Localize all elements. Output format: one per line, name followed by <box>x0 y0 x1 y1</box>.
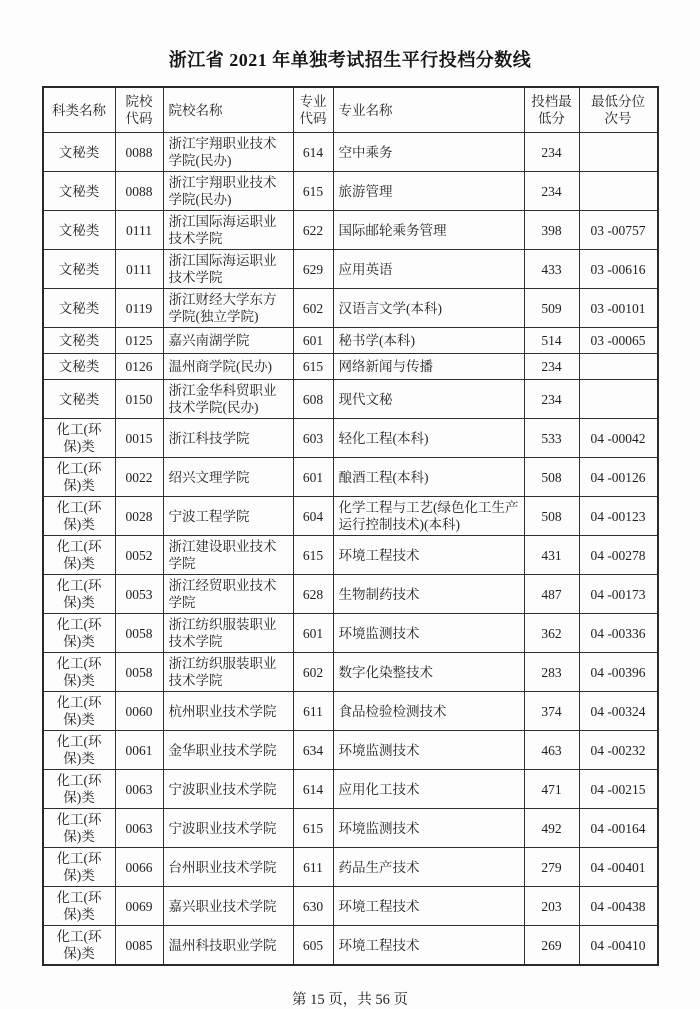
cell-min-score: 398 <box>524 211 579 250</box>
cell-rank <box>579 380 658 419</box>
cell-college-name: 嘉兴南湖学院 <box>163 328 293 354</box>
cell-major-code: 602 <box>293 653 333 692</box>
cell-category: 化工(环保)类 <box>43 926 116 966</box>
cell-college-code: 0063 <box>115 809 163 848</box>
table-row <box>43 133 658 172</box>
table-row <box>43 458 658 497</box>
cell-college-name: 宁波职业技术学院 <box>163 809 293 848</box>
cell-major-name: 酿酒工程(本科) <box>333 458 524 497</box>
cell-college-name: 台州职业技术学院 <box>163 848 293 887</box>
cell-major-name: 国际邮轮乘务管理 <box>333 211 524 250</box>
column-header-min-score: 投档最低分 <box>524 87 579 133</box>
cell-category: 文秘类 <box>43 211 116 250</box>
cell-major-code: 601 <box>293 328 333 354</box>
cell-min-score: 514 <box>524 328 579 354</box>
cell-college-name: 温州商学院(民办) <box>163 354 293 380</box>
scores-table <box>42 86 659 966</box>
cell-min-score: 234 <box>524 380 579 419</box>
cell-category: 文秘类 <box>43 250 116 289</box>
cell-major-name: 现代文秘 <box>333 380 524 419</box>
cell-college-name: 浙江宇翔职业技术学院(民办) <box>163 133 293 172</box>
cell-min-score: 283 <box>524 653 579 692</box>
cell-category: 化工(环保)类 <box>43 614 116 653</box>
cell-category: 化工(环保)类 <box>43 848 116 887</box>
cell-college-name: 温州科技职业学院 <box>163 926 293 966</box>
cell-category: 化工(环保)类 <box>43 458 116 497</box>
cell-rank: 04 -00126 <box>579 458 658 497</box>
table-row <box>43 328 658 354</box>
cell-min-score: 463 <box>524 731 579 770</box>
cell-major-code: 602 <box>293 289 333 328</box>
cell-college-name: 金华职业技术学院 <box>163 731 293 770</box>
cell-major-code: 628 <box>293 575 333 614</box>
cell-college-name: 宁波工程学院 <box>163 497 293 536</box>
cell-college-code: 0119 <box>115 289 163 328</box>
cell-min-score: 362 <box>524 614 579 653</box>
cell-college-code: 0111 <box>115 250 163 289</box>
cell-category: 化工(环保)类 <box>43 887 116 926</box>
cell-major-name: 旅游管理 <box>333 172 524 211</box>
column-header-major-code: 专业代码 <box>293 87 333 133</box>
table-row <box>43 380 658 419</box>
cell-rank: 03 -00616 <box>579 250 658 289</box>
cell-rank: 04 -00123 <box>579 497 658 536</box>
cell-min-score: 508 <box>524 497 579 536</box>
cell-college-code: 0015 <box>115 419 163 458</box>
cell-college-code: 0066 <box>115 848 163 887</box>
table-row <box>43 250 658 289</box>
cell-min-score: 234 <box>524 172 579 211</box>
cell-major-name: 应用化工技术 <box>333 770 524 809</box>
cell-category: 化工(环保)类 <box>43 536 116 575</box>
table-row <box>43 614 658 653</box>
cell-college-code: 0111 <box>115 211 163 250</box>
cell-min-score: 433 <box>524 250 579 289</box>
cell-major-name: 汉语言文学(本科) <box>333 289 524 328</box>
cell-category: 化工(环保)类 <box>43 731 116 770</box>
cell-college-name: 杭州职业技术学院 <box>163 692 293 731</box>
cell-min-score: 471 <box>524 770 579 809</box>
cell-category: 化工(环保)类 <box>43 692 116 731</box>
cell-college-code: 0060 <box>115 692 163 731</box>
table-row <box>43 731 658 770</box>
cell-major-name: 药品生产技术 <box>333 848 524 887</box>
table-row <box>43 770 658 809</box>
table-row <box>43 575 658 614</box>
cell-category: 文秘类 <box>43 328 116 354</box>
cell-category: 化工(环保)类 <box>43 809 116 848</box>
cell-college-name: 浙江金华科贸职业技术学院(民办) <box>163 380 293 419</box>
cell-category: 文秘类 <box>43 380 116 419</box>
cell-college-code: 0126 <box>115 354 163 380</box>
cell-rank: 04 -00396 <box>579 653 658 692</box>
cell-rank <box>579 133 658 172</box>
cell-major-code: 630 <box>293 887 333 926</box>
cell-min-score: 508 <box>524 458 579 497</box>
table-row <box>43 289 658 328</box>
cell-college-code: 0052 <box>115 536 163 575</box>
cell-major-name: 环境工程技术 <box>333 536 524 575</box>
cell-category: 化工(环保)类 <box>43 653 116 692</box>
cell-college-code: 0063 <box>115 770 163 809</box>
cell-rank: 04 -00173 <box>579 575 658 614</box>
table-row <box>43 848 658 887</box>
cell-major-code: 601 <box>293 458 333 497</box>
cell-rank: 03 -00101 <box>579 289 658 328</box>
cell-college-name: 浙江国际海运职业技术学院 <box>163 211 293 250</box>
cell-min-score: 374 <box>524 692 579 731</box>
cell-college-name: 宁波职业技术学院 <box>163 770 293 809</box>
cell-college-name: 浙江经贸职业技术学院 <box>163 575 293 614</box>
cell-major-name: 轻化工程(本科) <box>333 419 524 458</box>
cell-category: 文秘类 <box>43 354 116 380</box>
cell-rank: 03 -00065 <box>579 328 658 354</box>
table-row <box>43 497 658 536</box>
cell-major-code: 615 <box>293 354 333 380</box>
cell-college-name: 浙江纺织服装职业技术学院 <box>163 653 293 692</box>
cell-college-code: 0150 <box>115 380 163 419</box>
cell-min-score: 269 <box>524 926 579 966</box>
cell-college-name: 浙江纺织服装职业技术学院 <box>163 614 293 653</box>
column-header-college-name: 院校名称 <box>163 87 293 133</box>
cell-category: 文秘类 <box>43 289 116 328</box>
table-row <box>43 354 658 380</box>
cell-major-code: 629 <box>293 250 333 289</box>
header-row <box>43 87 658 133</box>
cell-major-name: 秘书学(本科) <box>333 328 524 354</box>
cell-rank: 04 -00401 <box>579 848 658 887</box>
cell-category: 化工(环保)类 <box>43 497 116 536</box>
cell-category: 文秘类 <box>43 172 116 211</box>
cell-rank: 04 -00336 <box>579 614 658 653</box>
cell-major-code: 615 <box>293 172 333 211</box>
cell-college-name: 浙江国际海运职业技术学院 <box>163 250 293 289</box>
table-row <box>43 536 658 575</box>
cell-rank: 04 -00324 <box>579 692 658 731</box>
cell-college-name: 嘉兴职业技术学院 <box>163 887 293 926</box>
cell-major-name: 环境工程技术 <box>333 887 524 926</box>
cell-major-code: 615 <box>293 809 333 848</box>
column-header-rank: 最低分位次号 <box>579 87 658 133</box>
table-row <box>43 172 658 211</box>
cell-major-name: 食品检验检测技术 <box>333 692 524 731</box>
cell-college-name: 浙江科技学院 <box>163 419 293 458</box>
page-title: 浙江省 2021 年单独考试招生平行投档分数线 <box>168 50 532 70</box>
cell-major-code: 601 <box>293 614 333 653</box>
cell-major-code: 614 <box>293 133 333 172</box>
cell-major-code: 614 <box>293 770 333 809</box>
cell-rank: 04 -00232 <box>579 731 658 770</box>
cell-major-code: 605 <box>293 926 333 966</box>
cell-major-code: 603 <box>293 419 333 458</box>
cell-college-code: 0058 <box>115 653 163 692</box>
cell-major-code: 611 <box>293 692 333 731</box>
cell-rank: 04 -00215 <box>579 770 658 809</box>
cell-major-name: 空中乘务 <box>333 133 524 172</box>
cell-category: 化工(环保)类 <box>43 419 116 458</box>
cell-min-score: 533 <box>524 419 579 458</box>
cell-major-code: 634 <box>293 731 333 770</box>
cell-min-score: 203 <box>524 887 579 926</box>
column-header-major-name: 专业名称 <box>333 87 524 133</box>
cell-min-score: 487 <box>524 575 579 614</box>
cell-category: 化工(环保)类 <box>43 770 116 809</box>
cell-category: 文秘类 <box>43 133 116 172</box>
cell-rank: 03 -00757 <box>579 211 658 250</box>
scores-table-body <box>43 133 658 966</box>
cell-rank: 04 -00410 <box>579 926 658 966</box>
cell-major-name: 环境工程技术 <box>333 926 524 966</box>
cell-college-code: 0061 <box>115 731 163 770</box>
cell-min-score: 279 <box>524 848 579 887</box>
cell-college-code: 0088 <box>115 133 163 172</box>
cell-major-code: 622 <box>293 211 333 250</box>
cell-college-code: 0069 <box>115 887 163 926</box>
cell-min-score: 492 <box>524 809 579 848</box>
cell-rank <box>579 172 658 211</box>
cell-college-code: 0022 <box>115 458 163 497</box>
cell-major-name: 环境监测技术 <box>333 809 524 848</box>
cell-college-name: 浙江财经大学东方学院(独立学院) <box>163 289 293 328</box>
column-header-category: 科类名称 <box>43 87 116 133</box>
cell-major-name: 环境监测技术 <box>333 614 524 653</box>
table-row <box>43 926 658 966</box>
cell-rank: 04 -00278 <box>579 536 658 575</box>
cell-college-name: 绍兴文理学院 <box>163 458 293 497</box>
cell-major-name: 数字化染整技术 <box>333 653 524 692</box>
cell-rank: 04 -00164 <box>579 809 658 848</box>
cell-major-name: 环境监测技术 <box>333 731 524 770</box>
table-row <box>43 211 658 250</box>
scores-table-header <box>43 87 658 133</box>
table-row <box>43 653 658 692</box>
cell-min-score: 509 <box>524 289 579 328</box>
cell-college-code: 0125 <box>115 328 163 354</box>
cell-major-code: 611 <box>293 848 333 887</box>
cell-min-score: 234 <box>524 133 579 172</box>
cell-major-name: 应用英语 <box>333 250 524 289</box>
column-header-college-code: 院校代码 <box>115 87 163 133</box>
cell-major-name: 网络新闻与传播 <box>333 354 524 380</box>
cell-min-score: 431 <box>524 536 579 575</box>
cell-college-code: 0058 <box>115 614 163 653</box>
cell-major-code: 615 <box>293 536 333 575</box>
cell-rank: 04 -00042 <box>579 419 658 458</box>
table-row <box>43 692 658 731</box>
table-row <box>43 887 658 926</box>
cell-major-code: 604 <box>293 497 333 536</box>
cell-major-code: 608 <box>293 380 333 419</box>
cell-rank: 04 -00438 <box>579 887 658 926</box>
cell-college-code: 0085 <box>115 926 163 966</box>
cell-college-code: 0088 <box>115 172 163 211</box>
cell-college-code: 0028 <box>115 497 163 536</box>
cell-college-code: 0053 <box>115 575 163 614</box>
cell-major-name: 化学工程与工艺(绿色化工生产运行控制技术)(本科) <box>333 497 524 536</box>
cell-rank <box>579 354 658 380</box>
cell-college-name: 浙江宇翔职业技术学院(民办) <box>163 172 293 211</box>
table-row <box>43 809 658 848</box>
table-row <box>43 419 658 458</box>
cell-college-name: 浙江建设职业技术学院 <box>163 536 293 575</box>
cell-category: 化工(环保)类 <box>43 575 116 614</box>
cell-min-score: 234 <box>524 354 579 380</box>
page-number: 第 15 页，共 56 页 <box>292 992 408 1008</box>
cell-major-name: 生物制药技术 <box>333 575 524 614</box>
